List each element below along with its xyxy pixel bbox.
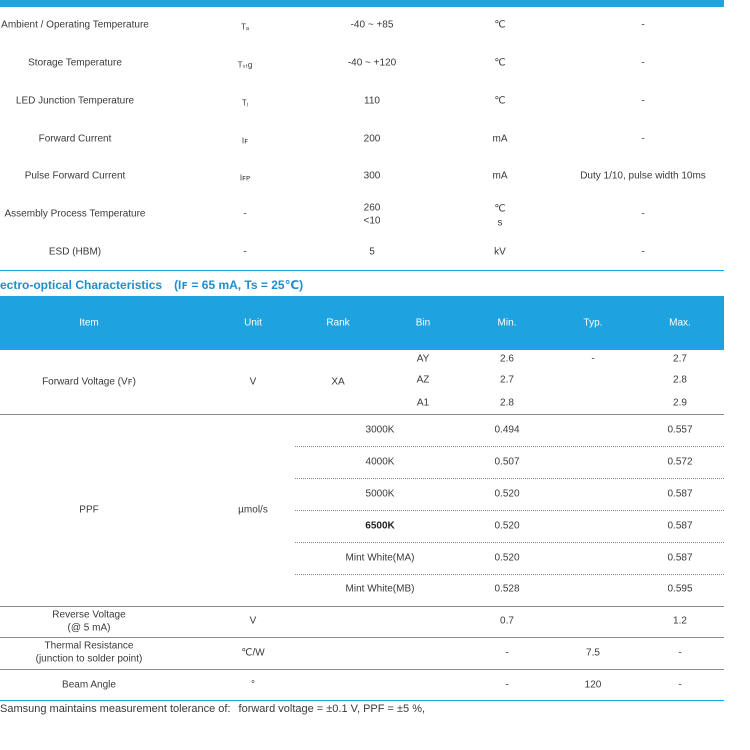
item-cell: Thermal Resistance xyxy=(44,640,134,652)
row-divider xyxy=(0,669,724,670)
min-cell: 2.6 xyxy=(500,353,514,365)
item-cell-secondary: (junction to solder point) xyxy=(35,653,143,665)
typ-cell: 7.5 xyxy=(586,647,600,659)
symbol-cell: - xyxy=(243,208,247,220)
item-cell: Reverse Voltage xyxy=(52,609,126,621)
header-unit: Unit xyxy=(244,317,262,329)
param-cell: ESD (HBM) xyxy=(48,246,102,258)
bin-cell: AY xyxy=(416,353,430,365)
param-cell: Ambient / Operating Temperature xyxy=(1,19,149,31)
footnote-text: Samsung maintains measurement tolerance of: xyxy=(0,703,231,715)
bin-cell: 3000K xyxy=(365,424,395,436)
note-cell: - xyxy=(641,246,645,258)
value-cell: 300 xyxy=(363,170,381,182)
bin-cell: Mint White(MA) xyxy=(345,552,415,564)
item-cell: Beam Angle xyxy=(62,679,116,691)
max-cell: - xyxy=(678,647,682,659)
unit-cell: V xyxy=(249,615,257,627)
max-cell: 2.8 xyxy=(673,374,687,386)
param-cell: Assembly Process Temperature xyxy=(4,208,146,220)
min-cell: 2.7 xyxy=(500,374,514,386)
unit-cell: ℃ xyxy=(494,95,506,107)
item-cell-secondary: (@ 5 mA) xyxy=(67,622,111,634)
unit-cell: mA xyxy=(492,170,508,182)
header-item: Item xyxy=(79,317,99,329)
max-cell: 0.572 xyxy=(667,456,693,468)
bin-cell: 6500K xyxy=(365,520,395,532)
bin-cell: 5000K xyxy=(365,488,395,500)
min-cell: 0.520 xyxy=(494,520,520,532)
table-bottom-border xyxy=(0,700,724,701)
header-min: Min. xyxy=(497,317,517,329)
row-divider xyxy=(295,446,724,447)
min-cell: 0.520 xyxy=(494,552,520,564)
rank-cell: XA xyxy=(331,376,345,388)
value-cell: 260 xyxy=(363,202,381,214)
symbol-cell: Iꜰ xyxy=(241,136,249,146)
min-cell: 0.494 xyxy=(494,424,520,436)
min-cell: - xyxy=(505,647,509,659)
value-cell: 200 xyxy=(363,133,381,145)
symbol-cell: Tₛₜg xyxy=(237,60,253,70)
min-cell: 0.520 xyxy=(494,488,520,500)
row-divider xyxy=(0,637,724,638)
unit-cell: V xyxy=(249,376,257,388)
param-cell: Forward Current xyxy=(38,133,112,145)
section-title-text: ectro-optical Characteristics xyxy=(0,278,163,292)
section-condition: (Iꜰ = 65 mA, Ts = 25℃) xyxy=(174,278,304,292)
max-cell: 0.557 xyxy=(667,424,693,436)
note-cell: - xyxy=(641,133,645,145)
unit-cell: µmol/s xyxy=(238,504,268,516)
max-cell: 0.587 xyxy=(667,552,693,564)
footnote xyxy=(0,703,425,715)
max-cell: 0.587 xyxy=(667,520,693,532)
footnote-values: forward voltage = ±0.1 V, PPF = ±5 %, xyxy=(238,703,426,715)
value-cell-secondary: <10 xyxy=(363,215,381,227)
unit-cell: mA xyxy=(492,133,508,145)
row-divider xyxy=(295,542,724,543)
max-cell: - xyxy=(678,679,682,691)
unit-cell: ℃ xyxy=(494,203,506,215)
min-cell: 0.528 xyxy=(494,583,520,595)
typ-cell: - xyxy=(591,353,595,365)
symbol-cell: Iꜰᴘ xyxy=(239,173,251,183)
unit-cell: kV xyxy=(494,246,506,258)
note-cell: Duty 1/10, pulse width 10ms xyxy=(580,170,706,182)
item-cell: Forward Voltage (Vꜰ) xyxy=(42,376,136,388)
symbol-cell: Tₐ xyxy=(241,22,249,32)
unit-cell: ° xyxy=(251,679,255,691)
row-divider xyxy=(295,510,724,511)
bin-cell: AZ xyxy=(416,374,430,386)
header-typ: Typ. xyxy=(583,317,603,329)
min-cell: 2.8 xyxy=(500,397,514,409)
min-cell: 0.7 xyxy=(500,615,514,627)
header-max: Max. xyxy=(669,317,691,329)
min-cell: - xyxy=(505,679,509,691)
symbol-cell: - xyxy=(243,246,247,258)
row-divider xyxy=(295,478,724,479)
bin-cell: 4000K xyxy=(365,456,395,468)
note-cell: - xyxy=(641,19,645,31)
max-cell: 2.9 xyxy=(673,397,687,409)
min-cell: 0.507 xyxy=(494,456,520,468)
param-cell: Storage Temperature xyxy=(28,57,122,69)
param-cell: LED Junction Temperature xyxy=(15,95,135,107)
unit-cell: ℃ xyxy=(494,57,506,69)
unit-cell: ℃/W xyxy=(241,647,265,659)
unit-cell-secondary: s xyxy=(497,217,503,229)
typ-cell: 120 xyxy=(584,679,602,691)
row-divider xyxy=(0,414,724,415)
symbol-cell: Tⱼ xyxy=(241,98,249,108)
item-cell: PPF xyxy=(79,504,99,516)
note-cell: - xyxy=(641,57,645,69)
unit-cell: ℃ xyxy=(494,19,506,31)
value-cell: 110 xyxy=(364,95,380,107)
table-header xyxy=(0,296,724,350)
section-title xyxy=(0,278,303,292)
value-cell: -40 ~ +85 xyxy=(350,19,394,31)
max-cell: 0.587 xyxy=(667,488,693,500)
max-cell: 2.7 xyxy=(673,353,687,365)
bin-cell: A1 xyxy=(416,397,430,409)
top-table-border xyxy=(0,0,724,7)
value-cell: 5 xyxy=(369,246,375,258)
value-cell: -40 ~ +120 xyxy=(347,57,397,69)
header-rank: Rank xyxy=(326,317,350,329)
max-cell: 1.2 xyxy=(673,615,687,627)
param-cell: Pulse Forward Current xyxy=(24,170,126,182)
row-divider xyxy=(0,606,724,607)
bin-cell: Mint White(MB) xyxy=(345,583,415,595)
note-cell: - xyxy=(641,208,645,220)
max-cell: 0.595 xyxy=(667,583,693,595)
row-divider xyxy=(295,574,724,575)
header-bin: Bin xyxy=(415,317,431,329)
note-cell: - xyxy=(641,95,645,107)
table-bottom-border xyxy=(0,270,724,271)
